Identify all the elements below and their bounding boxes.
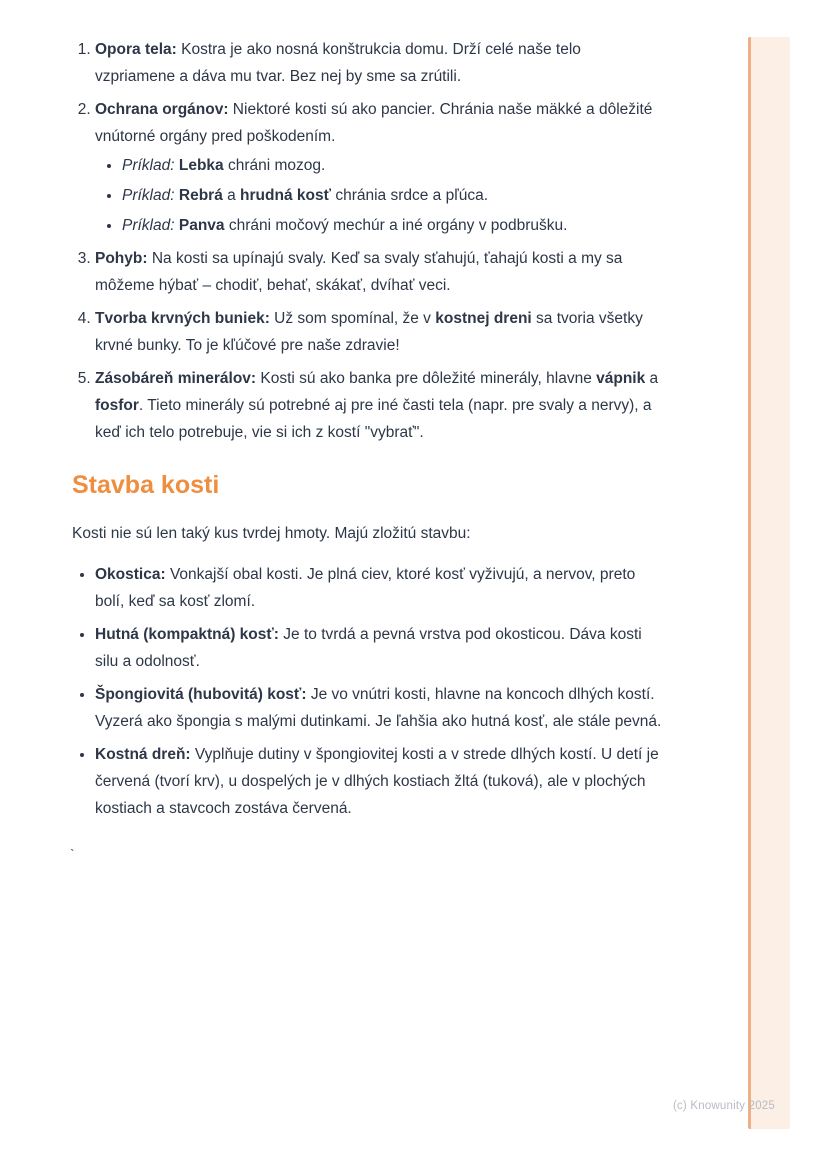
list-item-text: Opora tela: Kostra je ako nosná konštrukcia domu. Drží celé naše telo vzpriamene a dáva mu tvar. Bez nej by sme sa zrútili.: [95, 41, 581, 85]
bone-structure-bullet-list: [72, 561, 662, 822]
list-item-text: Zásobáreň minerálov: Kosti sú ako banka pre dôležité minerály, hlavne vápnik a fosfor. Tieto minerály sú potrebné aj pre iné časti tela (napr. pre svaly a nervy), a keď ich telo potrebuje, vie si ich z kostí "vybrať".: [95, 370, 659, 441]
list-item-text: Hutná (kompaktná) kosť: Je to tvrdá a pevná vrstva pod okosticou. Dáva kosti silu a odolnosť.: [95, 626, 642, 670]
section-intro: Kosti nie sú len taký kus tvrdej hmoty. Majú zložitú stavbu:: [72, 525, 471, 542]
list-item: [95, 681, 662, 735]
list-item-text: Okostica: Vonkajší obal kosti. Je plná ciev, ktoré kosť vyživujú, a nervov, preto bolí, keď sa kosť zlomí.: [95, 566, 636, 610]
footer-copyright: (c) Knowunity 2025: [672, 1100, 775, 1112]
list-item-text: Špongiovitá (hubovitá) kosť: Je vo vnútri kosti, hlavne na koncoch dlhých kostí. Vyzerá ako špongia s malými dutinkami. Je ľahšia ako hutná kosť, ale stále pevná.: [95, 686, 662, 730]
list-item: [95, 96, 662, 239]
list-item-text: Príklad: Panva chráni močový mechúr a iné orgány v podbrušku.: [122, 217, 568, 234]
stray-backtick: `: [70, 846, 75, 862]
list-item-text: Príklad: Rebrá a hrudná kosť chránia srdce a pľúca.: [122, 187, 489, 204]
list-item-text: Ochrana orgánov: Niektoré kosti sú ako pancier. Chránia naše mäkké a dôležité vnútorné orgány pred poškodením.: [95, 101, 653, 145]
list-item-text: Tvorba krvných buniek: Už som spomínal, že v kostnej dreni sa tvoria všetky krvné bunky. To je kľúčové pre naše zdravie!: [95, 310, 643, 354]
list-item: [122, 152, 662, 179]
section-heading: Stavba kosti: [72, 471, 220, 499]
examples-sub-list: [95, 152, 662, 239]
list-item: [122, 212, 662, 239]
list-item: [122, 182, 662, 209]
list-item: [95, 561, 662, 615]
list-item-text: Pohyb: Na kosti sa upínajú svaly. Keď sa svaly sťahujú, ťahajú kosti a my sa môžeme hýbať – chodiť, behať, skákať, dvíhať veci.: [95, 250, 623, 294]
list-item: [95, 621, 662, 675]
list-item: [95, 741, 662, 822]
list-item: [95, 245, 662, 299]
list-item-text: Kostná dreň: Vyplňuje dutiny v špongiovitej kosti a v strede dlhých kostí. U detí je červená (tvorí krv), u dospelých je v dlhých kostiach žltá (tuková), ale v plochých kostiach a stavcoch zostáva červená.: [95, 746, 659, 817]
bone-functions-numbered-list: [72, 36, 662, 446]
side-stripe: [748, 37, 790, 1129]
list-item-text: Príklad: Lebka chráni mozog.: [122, 157, 326, 174]
list-item: [95, 305, 662, 359]
document-content: [72, 36, 662, 828]
list-item: [95, 365, 662, 446]
list-item: [95, 36, 662, 90]
